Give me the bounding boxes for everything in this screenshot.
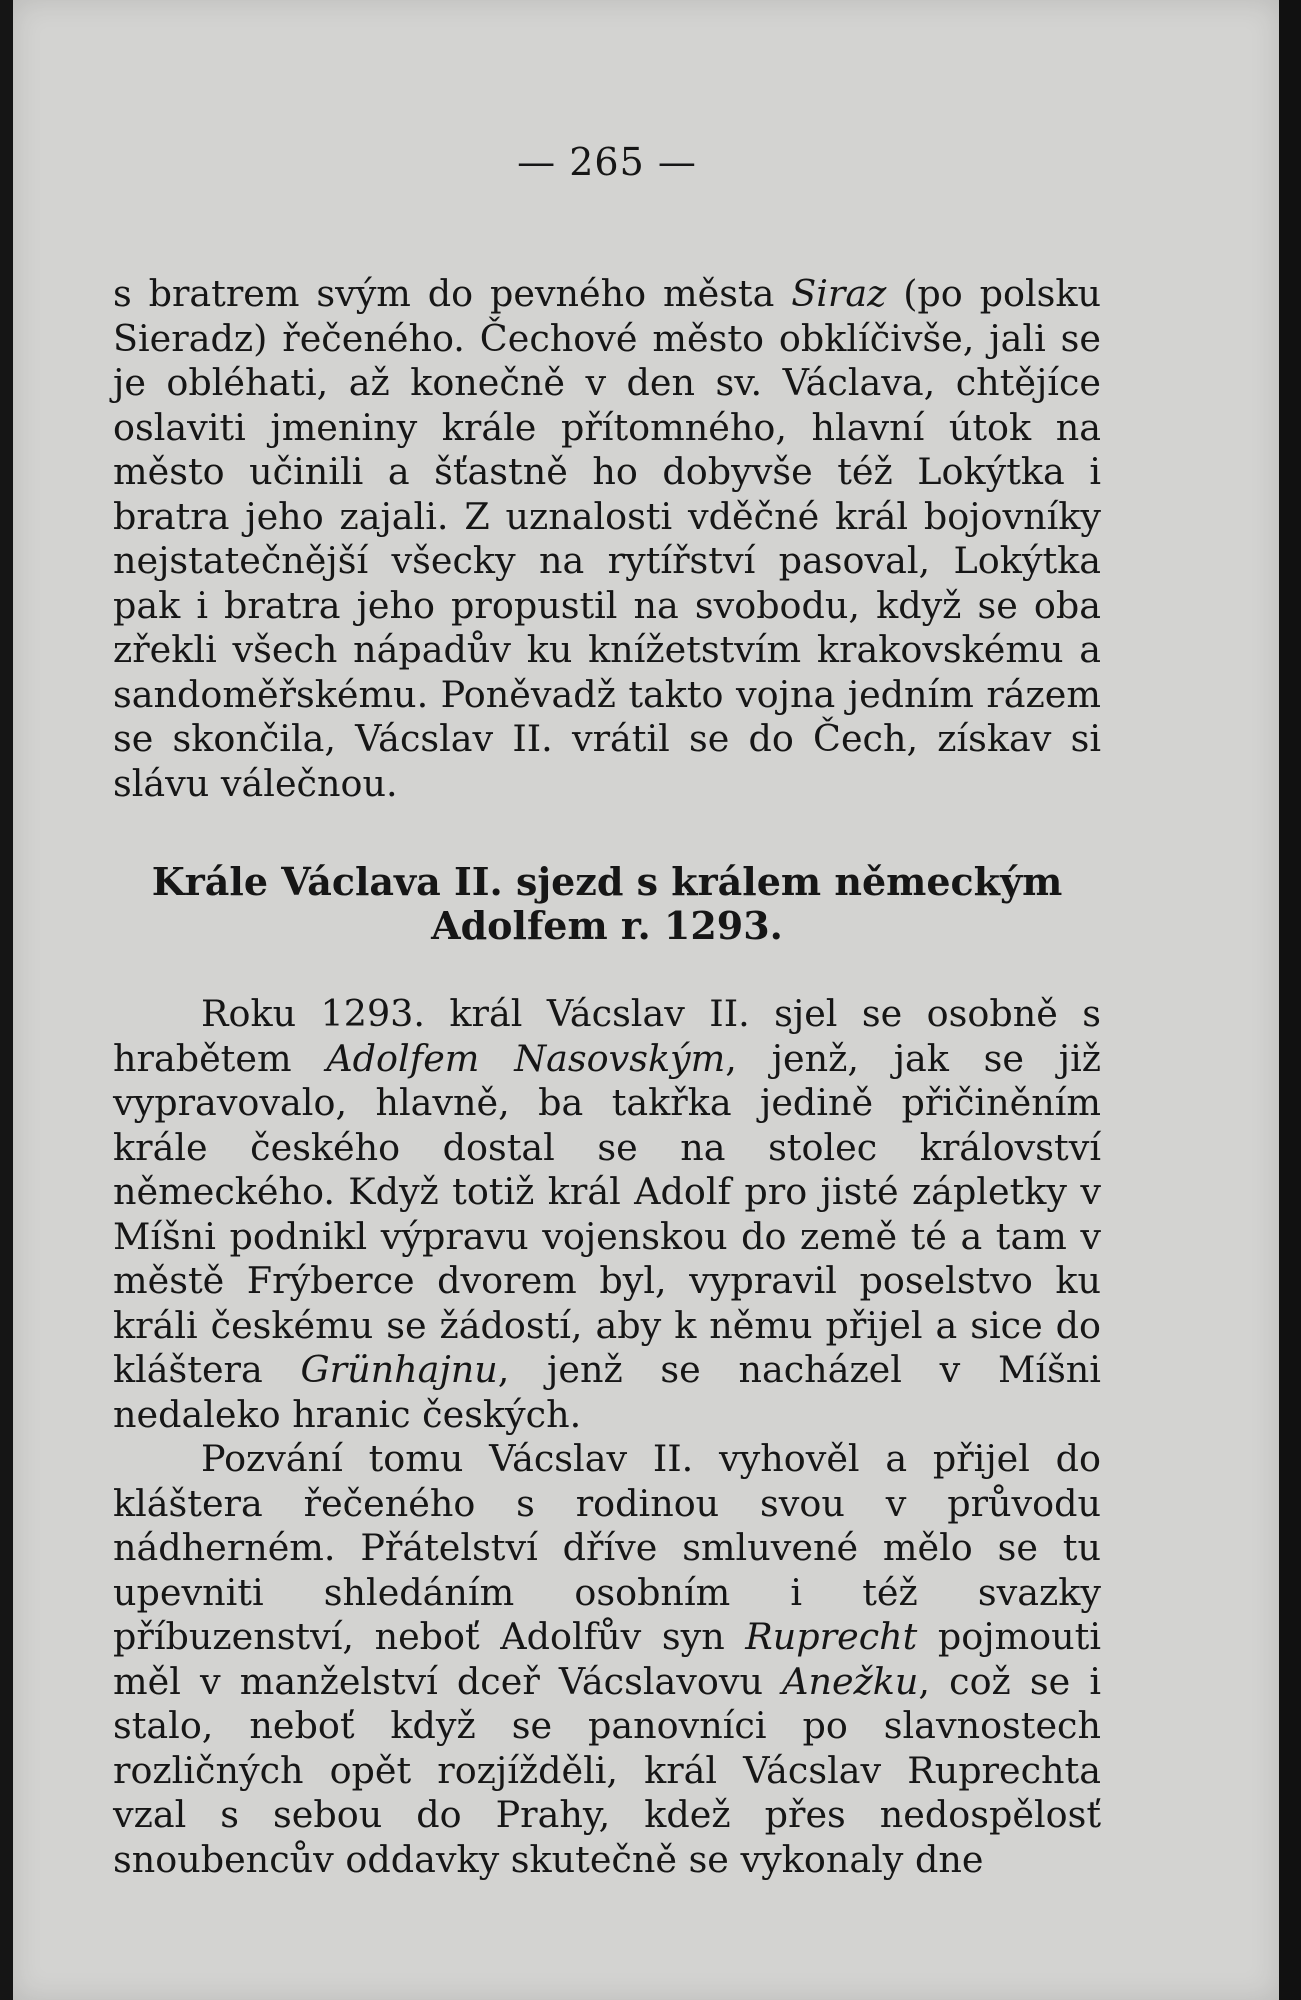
italic-name: Ruprecht	[745, 1615, 918, 1658]
paragraph-1: s bratrem svým do pevného města Siraz (po polsku Sieradz) řečeného. Čechové město obklíčivše, jali se je obléhati, až konečně v den sv. Václava, chtějíce oslaviti jmeniny krále přítomného, hlavní útok na město učinili a šťastně ho dobyvše též Lokýtka i bratra jeho zajali. Z uznalosti vděčné král bojovníky nejstatečnější všecky na rytířství pasoval, Lokýtka pak i bratra jeho propustil na svobodu, když se oba zřekli všech nápadův ku knížetstvím krakovskému a sandoměřskému. Poněvadž takto vojna jedním rázem se skončila, Vácslav II. vrátil se do Čech, získav si slávu válečnou.	[113, 272, 1101, 805]
book-page	[13, 0, 1279, 2000]
italic-name: Adolfem Nasovským	[326, 1036, 726, 1080]
paragraph-2: Roku 1293. král Vácslav II. sjel se osobně s hrabětem Adolfem Nasovským, jenž, jak se již vypravovalo, hlavně, ba takřka jedině přičiněním krále českého dostal se na stolec království německého. Když totiž král Adolf pro jisté zápletky v Míšni podnikl výpravu vojenskou do země té a tam v městě Frýberce dvorem byl, vypravil poselstvo ku králi českému se žádostí, aby k němu přijel a sice do kláštera Grünhajnu, jenž se nacházel v Míšni nedaleko hranic českých.	[113, 992, 1101, 1436]
italic-name: Anežku	[782, 1659, 919, 1703]
paragraph-3: Pozvání tomu Vácslav II. vyhověl a přijel do kláštera řečeného s rodinou svou v průvodu nádherném. Přátelství dříve smluvené mělo se tu upevniti shledáním osobním i též svazky příbuzenství, neboť Adolfův syn Ruprecht pojmouti měl v manželství dceř Vácslavovu Anežku, což se i stalo, neboť když se panovníci po slavnostech rozličných opět rozjížděli, král Vácslav Ruprechta vzal s sebou do Prahy, kdež přes nedospělosť snoubencův oddavky skutečně se vykonaly dne	[113, 1437, 1102, 1881]
italic-name: Siraz	[791, 272, 887, 315]
italic-name: Grünhajnu	[300, 1348, 498, 1391]
section-heading: Krále Václava II. sjezd s králem německým Adolfem r. 1293.	[151, 859, 1063, 948]
scan-left-edge	[0, 0, 13, 2000]
page-number: — 265 —	[517, 140, 697, 184]
page-text	[113, 140, 1101, 1882]
scan-right-edge	[1279, 0, 1301, 2000]
